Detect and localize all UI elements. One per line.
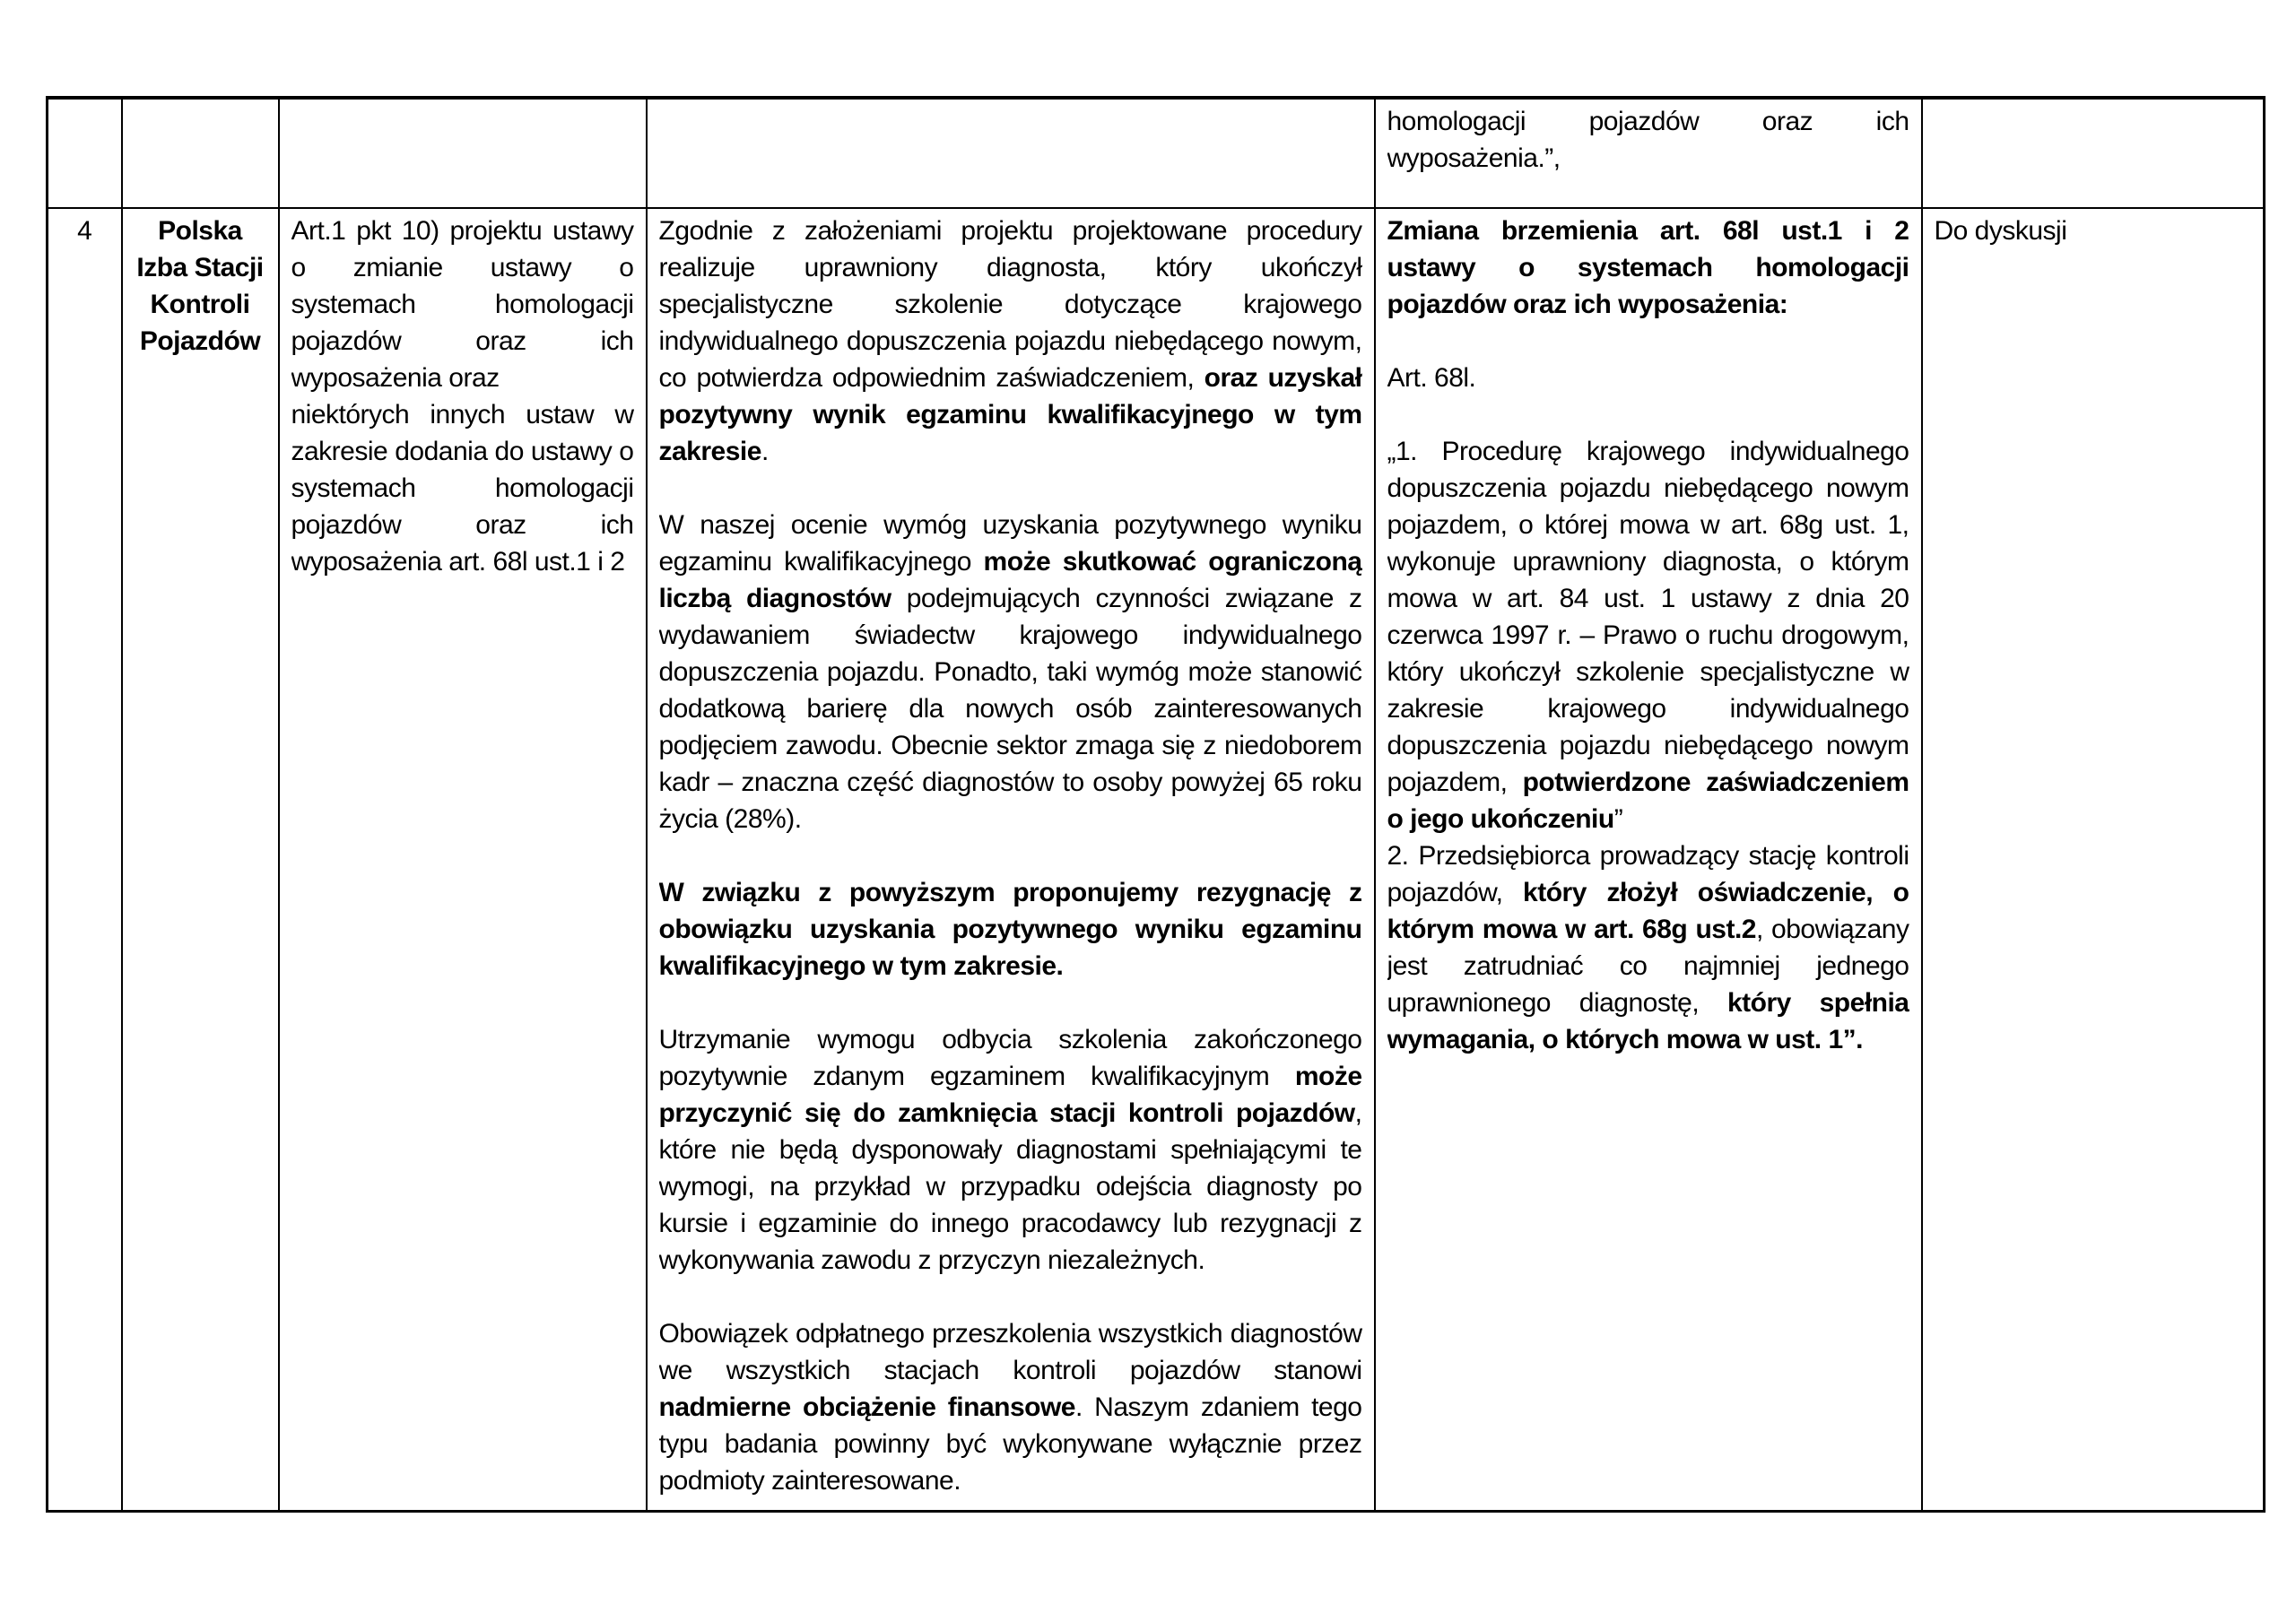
cell-opinion <box>647 208 1375 1512</box>
table-row-continuation <box>48 98 2265 208</box>
row-number: 4 <box>77 216 92 246</box>
organization-name: Polska Izba Stacji Kontroli Pojazdów <box>136 216 264 356</box>
empty-cell-content <box>60 103 109 207</box>
empty-cell-content <box>291 103 634 207</box>
text-line: homologacji pojazdów oraz ich <box>1387 107 1909 136</box>
paragraph: Art. 68l. <box>1387 363 1476 393</box>
table-row-entry-4 <box>48 208 2265 1512</box>
text-line: wyposażenia.”, <box>1387 143 1561 173</box>
cell-status <box>1922 208 2265 1512</box>
cell-position-continuation <box>1375 98 1922 208</box>
paragraph: 2. Przedsiębiorca prowadzący stację kontroli pojazdów, który złożył oświadczenie, o którym mowa w art. 68g ust.2, obowiązany jest zatrudniać co najmniej jednego uprawnionego diagnostę, który spełnia wymagania, o których mowa w ust. 1”. <box>1387 841 1909 1054</box>
consultation-table <box>46 96 2266 1513</box>
paragraph: Art.1 pkt 10) projektu ustawy o zmianie ustawy o systemach homologacji pojazdów oraz ich wyposażenia oraz <box>291 216 634 393</box>
empty-cell-content <box>1935 103 2252 207</box>
paragraph: Zgodnie z założeniami projektu projektowane procedury realizuje uprawniony diagnosta, który ukończył specjalistyczne szkolenie dotyczące krajowego indywidualnego dopuszczenia pojazdu niebędącego nowym, co potwierdza odpowiednim zaświadczeniem, oraz uzyskał pozytywny wynik egzaminu kwalifikacyjnego w tym zakresie. <box>658 216 1362 466</box>
empty-cell-content <box>659 103 1362 207</box>
opinion-text <box>659 213 1362 1510</box>
paragraph: „1. Procedurę krajowego indywidualnego dopuszczenia pojazdu niebędącego nowym pojazdem, o której mowa w art. 68g ust. 1, wykonuje uprawniony diagnosta, o którym mowa w art. 84 ust. 1 ustawy z dnia 20 czerwca 1997 r. – Prawo o ruchu drogowym, który ukończył szkolenie specjalistyczne w zakresie krajowego indywidualnego dopuszczenia pojazdu niebędącego nowym pojazdem, potwierdzone zaświadczeniem o jego ukończeniu” <box>1387 437 1909 834</box>
cell-opinion-continuation <box>647 98 1375 208</box>
paragraph: niektórych innych ustaw w zakresie dodania do ustawy o systemach homologacji pojazdów oraz ich wyposażenia art. 68l ust.1 i 2 <box>291 400 634 577</box>
position-continuation-text <box>1387 103 1909 207</box>
status-text: Do dyskusji <box>1934 216 2067 246</box>
provision-text <box>291 213 634 1510</box>
paragraph: W naszej ocenie wymóg uzyskania pozytywnego wyniku egzaminu kwalifikacyjnego może skutkować ograniczoną liczbą diagnostów podejmujących czynności związane z wydawaniem świadectw krajowego indywidualnego dopuszczenia pojazdu. Ponadto, taki wymóg może stanowić dodatkową barierę dla nowych osób zainteresowanych podjęciem zawodu. Obecnie sektor zmaga się z niedoborem kadr – znaczna część diagnostów to osoby powyżej 65 roku życia (28%). <box>658 510 1362 834</box>
empty-cell-content <box>135 103 266 207</box>
position-text <box>1387 213 1909 1510</box>
cell-status-continuation <box>1922 98 2265 208</box>
cell-row-number <box>48 208 122 1512</box>
cell-provision-continuation <box>279 98 647 208</box>
cell-provision <box>279 208 647 1512</box>
cell-organization <box>122 208 279 1512</box>
paragraph: Zmiana brzemienia art. 68l ust.1 i 2 ustawy o systemach homologacji pojazdów oraz ich wyposażenia: <box>1387 216 1909 319</box>
paragraph: Utrzymanie wymogu odbycia szkolenia zakończonego pozytywnie zdanym egzaminem kwalifikacyjnym może przyczynić się do zamknięcia stacji kontroli pojazdów, które nie będą dysponowały diagnostami spełniającymi te wymogi, na przykład w przypadku odejścia diagnosty po kursie i egzaminie do innego pracodawcy lub rezygnacji z wykonywania zawodu z przyczyn niezależnych. <box>658 1025 1362 1275</box>
cell-row-number-continuation <box>48 98 122 208</box>
paragraph: W związku z powyższym proponujemy rezygnację z obowiązku uzyskania pozytywnego wyniku egzaminu kwalifikacyjnego w tym zakresie. <box>658 878 1362 981</box>
cell-position <box>1375 208 1922 1512</box>
cell-organization-continuation <box>122 98 279 208</box>
paragraph: Obowiązek odpłatnego przeszkolenia wszystkich diagnostów we wszystkich stacjach kontroli pojazdów stanowi nadmierne obciążenie finansowe. Naszym zdaniem tego typu badania powinny być wykonywane wyłącznie przez podmioty zainteresowane. <box>658 1319 1362 1496</box>
